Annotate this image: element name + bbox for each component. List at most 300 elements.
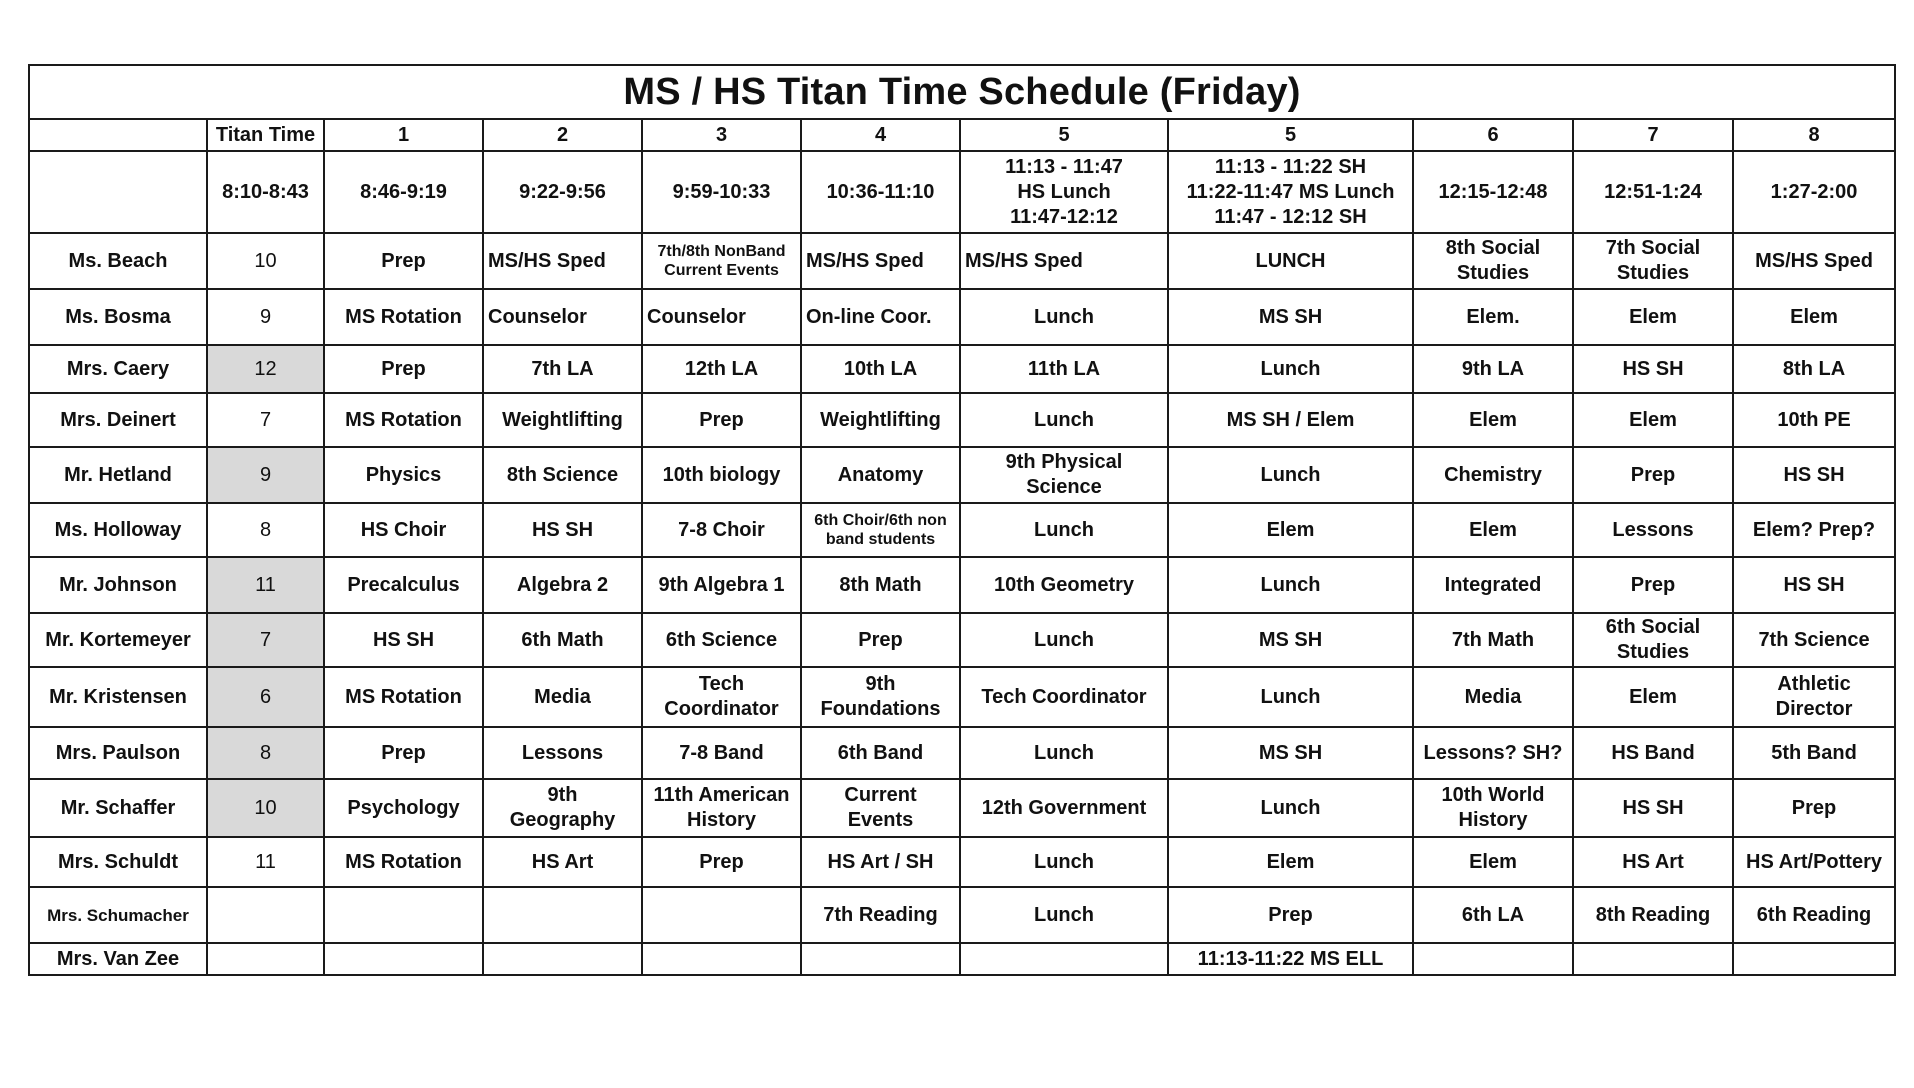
class-cell-p8-text: MS/HS Sped — [1755, 249, 1873, 272]
class-cell-p6 — [1413, 667, 1573, 727]
class-cell-p5-text: 11:13-11:22 MS ELL — [1197, 947, 1384, 970]
class-cell-p2-text: 7-8 Choir — [678, 518, 765, 541]
class-cell-p2-text: 7-8 Band — [679, 741, 764, 764]
class-cell-p1 — [483, 289, 642, 345]
teacher-row — [29, 345, 1895, 393]
class-cell-p5-text: MS SH — [1258, 741, 1323, 764]
class-cell-p7 — [1573, 887, 1733, 943]
class-cell-p2-text: 12th LA — [684, 357, 759, 380]
class-cell-p0-text: Psychology — [347, 796, 460, 819]
class-cell-p7-text: Elem — [1629, 408, 1677, 431]
class-cell-p0 — [324, 943, 483, 975]
class-cell-p2-text: Tech — [698, 673, 745, 695]
class-cell-p2 — [642, 345, 801, 393]
titan-time-cell — [207, 779, 324, 837]
class-cell-p3-text: Weightlifting — [820, 408, 941, 431]
period-header-5 — [960, 119, 1168, 151]
class-cell-p3 — [801, 557, 960, 613]
class-cell-p4 — [960, 837, 1168, 887]
class-cell-p3-text: 9th — [865, 673, 896, 695]
class-cell-p5-text: Elem — [1266, 850, 1315, 873]
class-cell-p7-text: Prep — [1630, 463, 1676, 486]
class-cell-p6-text: 7th Math — [1451, 628, 1535, 651]
class-cell-p3-text: band students — [825, 531, 936, 548]
class-cell-p1-text: HS Art — [531, 850, 594, 873]
time-cell-5-text: 11:47-12:12 — [1010, 205, 1118, 228]
class-cell-p4-text: Lunch — [1034, 850, 1094, 873]
titan-time-cell-text: 11 — [255, 573, 276, 596]
class-cell-p2-text: Prep — [699, 850, 744, 873]
class-cell-p1-text: 9th — [547, 784, 578, 806]
class-cell-p4 — [960, 727, 1168, 779]
class-cell-p8-text: HS SH — [1783, 573, 1845, 596]
class-cell-p2 — [642, 779, 801, 837]
titan-time-cell — [207, 727, 324, 779]
class-cell-p3 — [801, 943, 960, 975]
class-cell-p0-text: HS SH — [372, 628, 435, 651]
class-cell-p2-text: 11th American — [653, 784, 790, 806]
class-cell-p0 — [324, 503, 483, 557]
class-cell-p2-text: 10th biology — [662, 463, 781, 486]
class-cell-p1-text: Lessons — [521, 741, 604, 764]
period-header-5-text: 5 — [1058, 123, 1070, 146]
teacher-name — [29, 393, 207, 447]
time-cell-3 — [642, 151, 801, 233]
class-cell-p8-text: 8th LA — [1782, 357, 1846, 380]
time-cell-6-text: 11:47 - 12:12 SH — [1214, 205, 1367, 228]
period-header-8-text: 7 — [1647, 123, 1659, 146]
titan-time-cell-text: 11 — [255, 850, 276, 873]
class-cell-p4-text: 11th LA — [1027, 357, 1101, 380]
teacher-name-text: Ms. Bosma — [65, 305, 171, 328]
time-corner-cell — [29, 151, 207, 233]
class-cell-p1 — [483, 557, 642, 613]
period-header-0 — [207, 119, 324, 151]
period-header-1 — [324, 119, 483, 151]
class-cell-p6-text: 9th LA — [1461, 357, 1525, 380]
class-cell-p0-text: Prep — [381, 741, 426, 764]
class-cell-p5-text: Lunch — [1260, 357, 1321, 380]
time-cell-6 — [1168, 151, 1413, 233]
class-cell-p7 — [1573, 613, 1733, 667]
teacher-name — [29, 345, 207, 393]
class-cell-p6-text: Elem — [1469, 408, 1517, 431]
class-cell-p0 — [324, 233, 483, 289]
class-cell-p6 — [1413, 503, 1573, 557]
class-cell-p7-text: Elem — [1629, 685, 1677, 708]
class-cell-p0-text: Physics — [365, 463, 442, 486]
class-cell-p3 — [801, 887, 960, 943]
period-header-0-text: Titan Time — [215, 123, 316, 146]
class-cell-p6 — [1413, 345, 1573, 393]
class-cell-p7-text: HS Band — [1611, 741, 1695, 764]
class-cell-p3 — [801, 837, 960, 887]
class-cell-p4-text: 12th Government — [981, 796, 1147, 819]
time-cell-5 — [960, 151, 1168, 233]
titan-time-cell — [207, 613, 324, 667]
time-cell-8 — [1573, 151, 1733, 233]
time-cell-9-text: 1:27-2:00 — [1770, 180, 1858, 203]
class-cell-p8-text: Director — [1775, 698, 1853, 720]
class-cell-p7 — [1573, 393, 1733, 447]
class-cell-p8 — [1733, 233, 1895, 289]
class-cell-p4-text: Lunch — [1034, 305, 1094, 328]
class-cell-p2 — [642, 447, 801, 503]
class-cell-p3-text: Prep — [858, 628, 903, 651]
class-cell-p7-text: Prep — [1630, 573, 1676, 596]
class-cell-p4-text: 9th Physical — [1005, 451, 1123, 473]
class-cell-p8 — [1733, 613, 1895, 667]
teacher-name — [29, 727, 207, 779]
class-cell-p3-text: 7th Reading — [823, 903, 938, 926]
teacher-row — [29, 289, 1895, 345]
class-cell-p5-text: Lunch — [1260, 573, 1321, 596]
class-cell-p2 — [642, 393, 801, 447]
class-cell-p1 — [483, 233, 642, 289]
class-cell-p0 — [324, 727, 483, 779]
class-cell-p6-text: Lessons? SH? — [1423, 741, 1563, 764]
class-cell-p5-text: MS SH / Elem — [1226, 408, 1355, 431]
class-cell-p6-text: 10th World — [1441, 784, 1545, 806]
teacher-row — [29, 557, 1895, 613]
class-cell-p1-text: Weightlifting — [502, 408, 623, 431]
class-cell-p4-text: Lunch — [1034, 628, 1094, 651]
class-cell-p4 — [960, 233, 1168, 289]
class-cell-p1-text: Geography — [509, 809, 616, 831]
class-cell-p2 — [642, 557, 801, 613]
teacher-row — [29, 837, 1895, 887]
class-cell-p7-text: 6th Social — [1605, 616, 1701, 638]
class-cell-p5-text: Lunch — [1260, 685, 1321, 708]
class-cell-p6 — [1413, 727, 1573, 779]
time-cell-6-text: 11:13 - 11:22 SH — [1214, 155, 1367, 178]
class-cell-p2 — [642, 837, 801, 887]
class-cell-p7 — [1573, 447, 1733, 503]
class-cell-p1 — [483, 779, 642, 837]
teacher-row — [29, 503, 1895, 557]
teacher-row — [29, 233, 1895, 289]
teacher-name-text: Mr. Kortemeyer — [45, 628, 191, 651]
class-cell-p5-text: Lunch — [1260, 796, 1321, 819]
class-cell-p4-text: MS/HS Sped — [965, 249, 1083, 272]
class-cell-p8-text: Prep — [1791, 796, 1837, 819]
time-cell-2-text: 9:22-9:56 — [519, 180, 606, 203]
period-header-7-text: 6 — [1487, 123, 1499, 146]
time-cell-0-text: 8:10-8:43 — [222, 180, 309, 203]
class-cell-p2-text: 9th Algebra 1 — [658, 573, 785, 596]
class-cell-p5-text: MS SH — [1258, 628, 1323, 651]
time-cell-5-text: 11:13 - 11:47 — [1005, 155, 1123, 178]
class-cell-p3 — [801, 447, 960, 503]
class-cell-p5 — [1168, 289, 1413, 345]
class-cell-p0-text: Precalculus — [347, 573, 460, 596]
class-cell-p6-text: Elem. — [1466, 305, 1520, 328]
class-cell-p2-text: 6th Science — [665, 628, 778, 651]
class-cell-p7 — [1573, 727, 1733, 779]
teacher-name-text: Mrs. Schumacher — [47, 905, 189, 925]
titan-time-cell-text: 8 — [259, 741, 272, 764]
class-cell-p3-text: 10th LA — [843, 357, 918, 380]
class-cell-p6 — [1413, 393, 1573, 447]
class-cell-p4 — [960, 503, 1168, 557]
class-cell-p8 — [1733, 289, 1895, 345]
class-cell-p0 — [324, 613, 483, 667]
teacher-name-text: Mrs. Deinert — [60, 408, 176, 431]
class-cell-p8 — [1733, 503, 1895, 557]
class-cell-p6-text: 8th Social — [1445, 237, 1541, 259]
class-cell-p3 — [801, 233, 960, 289]
class-cell-p7-text: Lessons — [1612, 518, 1694, 541]
titan-time-cell — [207, 447, 324, 503]
class-cell-p1-text: 7th LA — [531, 357, 594, 380]
class-cell-p3-text: 6th Choir/6th non — [814, 512, 947, 529]
class-cell-p0 — [324, 393, 483, 447]
class-cell-p7 — [1573, 233, 1733, 289]
titan-time-cell-text: 6 — [259, 685, 272, 708]
class-cell-p3-text: MS/HS Sped — [806, 249, 924, 272]
class-cell-p1-text: Counselor — [488, 305, 587, 328]
time-cell-7 — [1413, 151, 1573, 233]
class-cell-p7-text: HS SH — [1622, 796, 1684, 819]
titan-time-cell-text: 7 — [259, 628, 272, 651]
time-row — [29, 151, 1895, 233]
class-cell-p7-text: 8th Reading — [1595, 903, 1711, 926]
titan-time-cell-text: 12 — [254, 357, 277, 380]
class-cell-p8 — [1733, 447, 1895, 503]
titan-time-cell-text: 10 — [254, 796, 277, 819]
teacher-name — [29, 943, 207, 975]
class-cell-p1-text: MS/HS Sped — [488, 249, 606, 272]
teacher-name — [29, 233, 207, 289]
class-cell-p8-text: 7th Science — [1758, 628, 1870, 651]
teacher-name — [29, 503, 207, 557]
titan-time-cell — [207, 557, 324, 613]
class-cell-p3 — [801, 613, 960, 667]
class-cell-p6-text: Studies — [1456, 262, 1530, 284]
teacher-name-text: Mr. Schaffer — [60, 796, 176, 819]
teacher-row — [29, 727, 1895, 779]
class-cell-p4 — [960, 943, 1168, 975]
class-cell-p6-text: Integrated — [1444, 573, 1542, 596]
class-cell-p5-text: MS SH — [1258, 305, 1323, 328]
period-header-row — [29, 119, 1895, 151]
class-cell-p3-text: Events — [847, 809, 914, 831]
class-cell-p6 — [1413, 779, 1573, 837]
class-cell-p0-text: MS Rotation — [345, 850, 462, 873]
class-cell-p3 — [801, 345, 960, 393]
class-cell-p3-text: On-line Coor. — [806, 305, 932, 328]
class-cell-p6 — [1413, 289, 1573, 345]
class-cell-p8-text: HS Art/Pottery — [1746, 850, 1882, 873]
class-cell-p8 — [1733, 943, 1895, 975]
class-cell-p7-text: Elem — [1629, 305, 1677, 328]
class-cell-p4 — [960, 779, 1168, 837]
teacher-name-text: Mrs. Paulson — [55, 741, 181, 764]
class-cell-p0-text: MS Rotation — [345, 408, 462, 431]
teacher-row — [29, 887, 1895, 943]
teacher-name-text: Mr. Johnson — [59, 573, 177, 596]
class-cell-p1 — [483, 447, 642, 503]
time-cell-3-text: 9:59-10:33 — [672, 180, 771, 203]
period-header-4-text: 4 — [874, 123, 887, 146]
class-cell-p0 — [324, 667, 483, 727]
class-cell-p3-text: 8th Math — [839, 573, 922, 596]
teacher-name — [29, 779, 207, 837]
period-header-3-text: 3 — [715, 123, 728, 146]
class-cell-p0 — [324, 557, 483, 613]
class-cell-p2 — [642, 943, 801, 975]
class-cell-p5 — [1168, 943, 1413, 975]
class-cell-p2 — [642, 233, 801, 289]
class-cell-p4-text: 10th Geometry — [993, 573, 1135, 596]
period-header-9 — [1733, 119, 1895, 151]
class-cell-p7 — [1573, 779, 1733, 837]
class-cell-p5-text: Elem — [1266, 518, 1315, 541]
class-cell-p7-text: Studies — [1616, 641, 1690, 663]
class-cell-p2 — [642, 887, 801, 943]
teacher-name — [29, 557, 207, 613]
class-cell-p2 — [642, 613, 801, 667]
teacher-name — [29, 289, 207, 345]
class-cell-p0-text: MS Rotation — [345, 305, 462, 328]
time-cell-0 — [207, 151, 324, 233]
titan-time-cell-text: 7 — [259, 408, 272, 431]
class-cell-p8-text: Elem? Prep? — [1752, 518, 1876, 541]
titan-time-cell — [207, 345, 324, 393]
class-cell-p6 — [1413, 887, 1573, 943]
class-cell-p4 — [960, 447, 1168, 503]
class-cell-p5 — [1168, 345, 1413, 393]
class-cell-p4 — [960, 667, 1168, 727]
class-cell-p0 — [324, 837, 483, 887]
class-cell-p1 — [483, 503, 642, 557]
class-cell-p1 — [483, 393, 642, 447]
class-cell-p4 — [960, 345, 1168, 393]
class-cell-p1 — [483, 943, 642, 975]
class-cell-p1-text: 8th Science — [506, 463, 619, 486]
period-header-7 — [1413, 119, 1573, 151]
teacher-name-text: Mrs. Schuldt — [57, 850, 178, 873]
titan-time-cell — [207, 393, 324, 447]
class-cell-p7-text: HS SH — [1622, 357, 1684, 380]
class-cell-p2 — [642, 289, 801, 345]
class-cell-p6 — [1413, 837, 1573, 887]
class-cell-p6 — [1413, 447, 1573, 503]
class-cell-p6 — [1413, 557, 1573, 613]
titan-time-cell — [207, 289, 324, 345]
class-cell-p3-text: 6th Band — [837, 741, 924, 764]
period-header-3 — [642, 119, 801, 151]
teacher-row — [29, 943, 1895, 975]
class-cell-p4 — [960, 393, 1168, 447]
titan-time-cell-text: 8 — [259, 518, 272, 541]
class-cell-p0-text: HS Choir — [360, 518, 447, 541]
class-cell-p1 — [483, 613, 642, 667]
class-cell-p5 — [1168, 779, 1413, 837]
class-cell-p7 — [1573, 503, 1733, 557]
teacher-name-text: Mrs. Caery — [66, 357, 170, 380]
class-cell-p2-text: Prep — [699, 408, 744, 431]
titan-time-cell — [207, 943, 324, 975]
class-cell-p7-text: HS Art — [1622, 850, 1684, 873]
class-cell-p3-text: HS Art / SH — [827, 850, 934, 873]
class-cell-p7-text: 7th Social — [1605, 237, 1701, 259]
teacher-row — [29, 447, 1895, 503]
time-cell-4 — [801, 151, 960, 233]
class-cell-p6-text: Elem — [1469, 518, 1517, 541]
class-cell-p5 — [1168, 393, 1413, 447]
class-cell-p0 — [324, 779, 483, 837]
class-cell-p1-text: HS SH — [531, 518, 594, 541]
class-cell-p8-text: 10th PE — [1777, 408, 1851, 431]
teacher-name-text: Mr. Kristensen — [49, 685, 187, 708]
class-cell-p3 — [801, 779, 960, 837]
class-cell-p4 — [960, 557, 1168, 613]
teacher-name-text: Ms. Beach — [68, 249, 168, 272]
class-cell-p7 — [1573, 943, 1733, 975]
class-cell-p5 — [1168, 557, 1413, 613]
period-header-1-text: 1 — [397, 123, 410, 146]
class-cell-p8 — [1733, 779, 1895, 837]
class-cell-p3-text: Foundations — [820, 698, 941, 720]
teacher-name — [29, 887, 207, 943]
class-cell-p1 — [483, 345, 642, 393]
teacher-row — [29, 613, 1895, 667]
time-cell-6-text: 11:22-11:47 MS Lunch — [1186, 180, 1395, 203]
schedule-table — [28, 64, 1896, 976]
class-cell-p6-text: 6th LA — [1461, 903, 1525, 926]
titan-time-cell — [207, 503, 324, 557]
period-header-8 — [1573, 119, 1733, 151]
class-cell-p1-text: 6th Math — [521, 628, 604, 651]
class-cell-p5 — [1168, 837, 1413, 887]
class-cell-p8-text: Elem — [1790, 305, 1838, 328]
class-cell-p0 — [324, 887, 483, 943]
teacher-name-text: Mrs. Van Zee — [56, 947, 180, 970]
period-header-6 — [1168, 119, 1413, 151]
time-cell-7-text: 12:15-12:48 — [1438, 180, 1548, 203]
class-cell-p8-text: 6th Reading — [1756, 903, 1872, 926]
class-cell-p8 — [1733, 837, 1895, 887]
class-cell-p5-text: LUNCH — [1255, 249, 1326, 272]
class-cell-p6 — [1413, 233, 1573, 289]
class-cell-p7 — [1573, 345, 1733, 393]
class-cell-p4 — [960, 887, 1168, 943]
class-cell-p5 — [1168, 667, 1413, 727]
class-cell-p5 — [1168, 727, 1413, 779]
class-cell-p6 — [1413, 943, 1573, 975]
class-cell-p2-text: Current Events — [664, 262, 779, 279]
teacher-row — [29, 779, 1895, 837]
time-cell-5-text: HS Lunch — [1017, 180, 1111, 203]
class-cell-p5 — [1168, 887, 1413, 943]
teacher-name-text: Mr. Hetland — [64, 463, 172, 486]
class-cell-p1-text: Media — [534, 685, 591, 708]
class-cell-p8 — [1733, 887, 1895, 943]
teacher-name — [29, 667, 207, 727]
class-cell-p4-text: Science — [1026, 476, 1102, 498]
class-cell-p8-text: Athletic — [1777, 673, 1851, 695]
teacher-name — [29, 837, 207, 887]
class-cell-p4 — [960, 613, 1168, 667]
class-cell-p4 — [960, 289, 1168, 345]
class-cell-p5 — [1168, 503, 1413, 557]
corner-cell — [29, 119, 207, 151]
class-cell-p3 — [801, 667, 960, 727]
class-cell-p2 — [642, 667, 801, 727]
class-cell-p8 — [1733, 557, 1895, 613]
class-cell-p8 — [1733, 393, 1895, 447]
